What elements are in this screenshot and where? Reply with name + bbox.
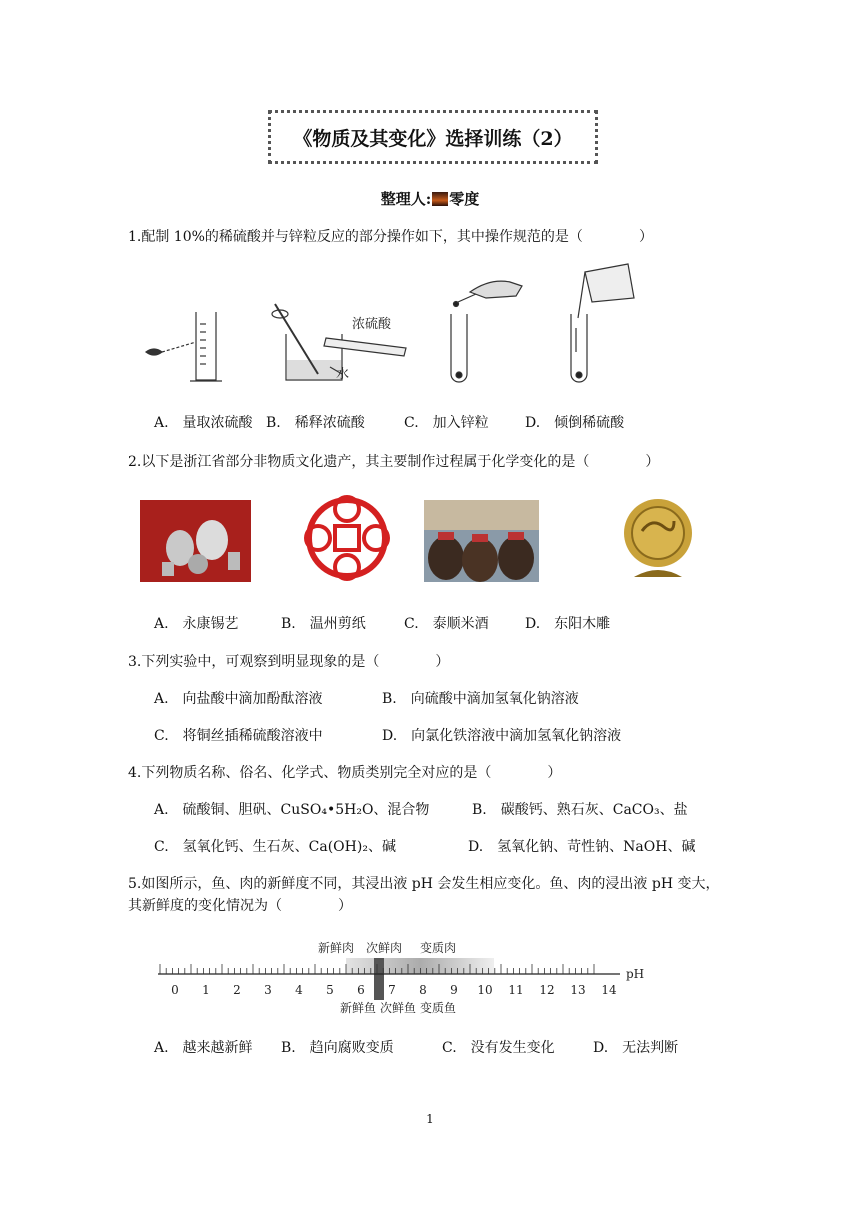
- question-2-text: 2.以下是浙江省部分非物质文化遗产，其主要制作过程属于化学变化的是（: [128, 454, 590, 470]
- question-3-stem: [128, 651, 449, 671]
- option-d[interactable]: D. 倾倒稀硫酸: [525, 415, 625, 431]
- question-3-close: ）: [435, 654, 450, 670]
- question-5-stem-line2: [128, 895, 352, 915]
- cylinder-icon: [146, 312, 222, 381]
- author-name: 零度: [449, 190, 480, 208]
- ph-tick-label: 3: [264, 983, 272, 997]
- option-b[interactable]: B. 趋向腐败变质: [281, 1040, 394, 1056]
- option-b[interactable]: B. 向硫酸中滴加氢氧化钠溶液: [382, 691, 579, 707]
- question-4-stem: [128, 762, 561, 782]
- option-d[interactable]: D. 无法判断: [593, 1040, 679, 1056]
- option-c[interactable]: C. 氢氧化钙、生石灰、Ca(OH)₂、碱: [154, 839, 396, 855]
- option-c[interactable]: C. 泰顺米酒: [404, 616, 489, 632]
- ph-tick-label: 0: [171, 983, 179, 997]
- q4-options-row1: [0, 799, 860, 819]
- q1-options: [0, 412, 860, 432]
- ph-tick-label: 13: [570, 983, 586, 997]
- question-4-text: 4.下列物质名称、俗名、化学式、物质类别完全对应的是（: [128, 765, 492, 781]
- option-a[interactable]: A. 硫酸铜、胆矾、CuSO₄•5H₂O、混合物: [154, 802, 430, 818]
- question-4-close: ）: [547, 765, 562, 781]
- avatar-icon: [432, 192, 448, 206]
- meat-fresh-label: 新鲜肉: [318, 941, 355, 955]
- ph-tick-label: 2: [233, 983, 241, 997]
- ph-tick-label: 5: [326, 983, 334, 997]
- option-d[interactable]: D. 向氯化铁溶液中滴加氢氧化钠溶液: [382, 728, 622, 744]
- meat-spoiled-label: 变质肉: [420, 941, 457, 955]
- question-5-text: 其新鲜度的变化情况为（: [128, 898, 282, 914]
- ph-scale-figure: [150, 932, 660, 1018]
- option-b[interactable]: B. 碳酸钙、熟石灰、CaCO₃、盐: [472, 802, 688, 818]
- ph-tick-label: 7: [388, 983, 396, 997]
- option-b[interactable]: B. 温州剪纸: [281, 616, 366, 632]
- question-3-text: 3.下列实验中，可观察到明显现象的是（: [128, 654, 380, 670]
- option-a[interactable]: A. 越来越新鲜: [154, 1040, 253, 1056]
- fish-spoiled-label: 变质鱼: [420, 1001, 457, 1015]
- option-d[interactable]: D. 东阳木雕: [525, 616, 611, 632]
- question-1-stem: [128, 226, 653, 246]
- option-a[interactable]: A. 永康锡艺: [154, 616, 239, 632]
- ph-tick-label: 1: [202, 983, 210, 997]
- wood-carving-photo: [620, 495, 696, 583]
- author-label: 整理人:: [380, 190, 432, 208]
- q4-options-row2: [0, 836, 860, 856]
- ph-tick-label: 12: [539, 983, 555, 997]
- fish-fresh-label: 新鲜鱼: [340, 1001, 377, 1015]
- option-d[interactable]: D. 氢氧化钠、苛性钠、NaOH、碱: [468, 839, 696, 855]
- pouring-icon: [571, 264, 634, 382]
- author-line: [0, 188, 860, 209]
- q5-options: [0, 1037, 860, 1057]
- question-1-text: 1.配制 10%的稀硫酸并与锌粒反应的部分操作如下，其中操作规范的是（: [128, 229, 583, 245]
- ph-tick-label: 8: [419, 983, 427, 997]
- option-c[interactable]: C. 加入锌粒: [404, 415, 489, 431]
- q1-figure: [140, 262, 650, 387]
- ph-tick-label: 4: [295, 983, 303, 997]
- meat-second-label: 次鲜肉: [366, 941, 403, 955]
- page-title: 《物质及其变化》选择训练（2）: [268, 110, 598, 164]
- question-2-stem: [128, 451, 659, 471]
- paper-cut-photo: [302, 495, 392, 581]
- option-b[interactable]: B. 稀释浓硫酸: [266, 415, 365, 431]
- test-tube-icon: [451, 281, 522, 382]
- question-2-close: ）: [645, 454, 660, 470]
- label-conc-acid: 浓硫酸: [352, 317, 392, 332]
- ph-tick-label: 9: [450, 983, 458, 997]
- fish-second-label: 次鲜鱼: [380, 1001, 417, 1015]
- ph-tick-label: 14: [601, 983, 617, 997]
- rice-wine-photo: [424, 500, 539, 582]
- question-5-close: ）: [338, 898, 352, 914]
- option-c[interactable]: C. 没有发生变化: [442, 1040, 555, 1056]
- option-a[interactable]: A. 量取浓硫酸: [154, 415, 253, 431]
- page-number: 1: [426, 1112, 434, 1126]
- question-5-stem-line1: 5.如图所示，鱼、肉的新鲜度不同，其浸出液 pH 会发生相应变化。鱼、肉的浸出液 pH 变大，: [128, 876, 720, 892]
- q3-options-row1: [0, 688, 860, 708]
- question-1-close: ）: [638, 229, 653, 245]
- q3-options-row2: [0, 725, 860, 745]
- option-c[interactable]: C. 将铜丝插稀硫酸溶液中: [154, 728, 323, 744]
- option-a[interactable]: A. 向盐酸中滴加酚酞溶液: [154, 691, 323, 707]
- ph-tick-label: 10: [477, 983, 493, 997]
- ph-unit-label: pH: [626, 967, 645, 981]
- q2-options: [0, 613, 860, 633]
- ph-tick-label: 11: [508, 983, 524, 997]
- label-water: 水: [336, 367, 350, 382]
- ph-tick-label: 6: [357, 983, 365, 997]
- tin-art-photo: [140, 500, 251, 582]
